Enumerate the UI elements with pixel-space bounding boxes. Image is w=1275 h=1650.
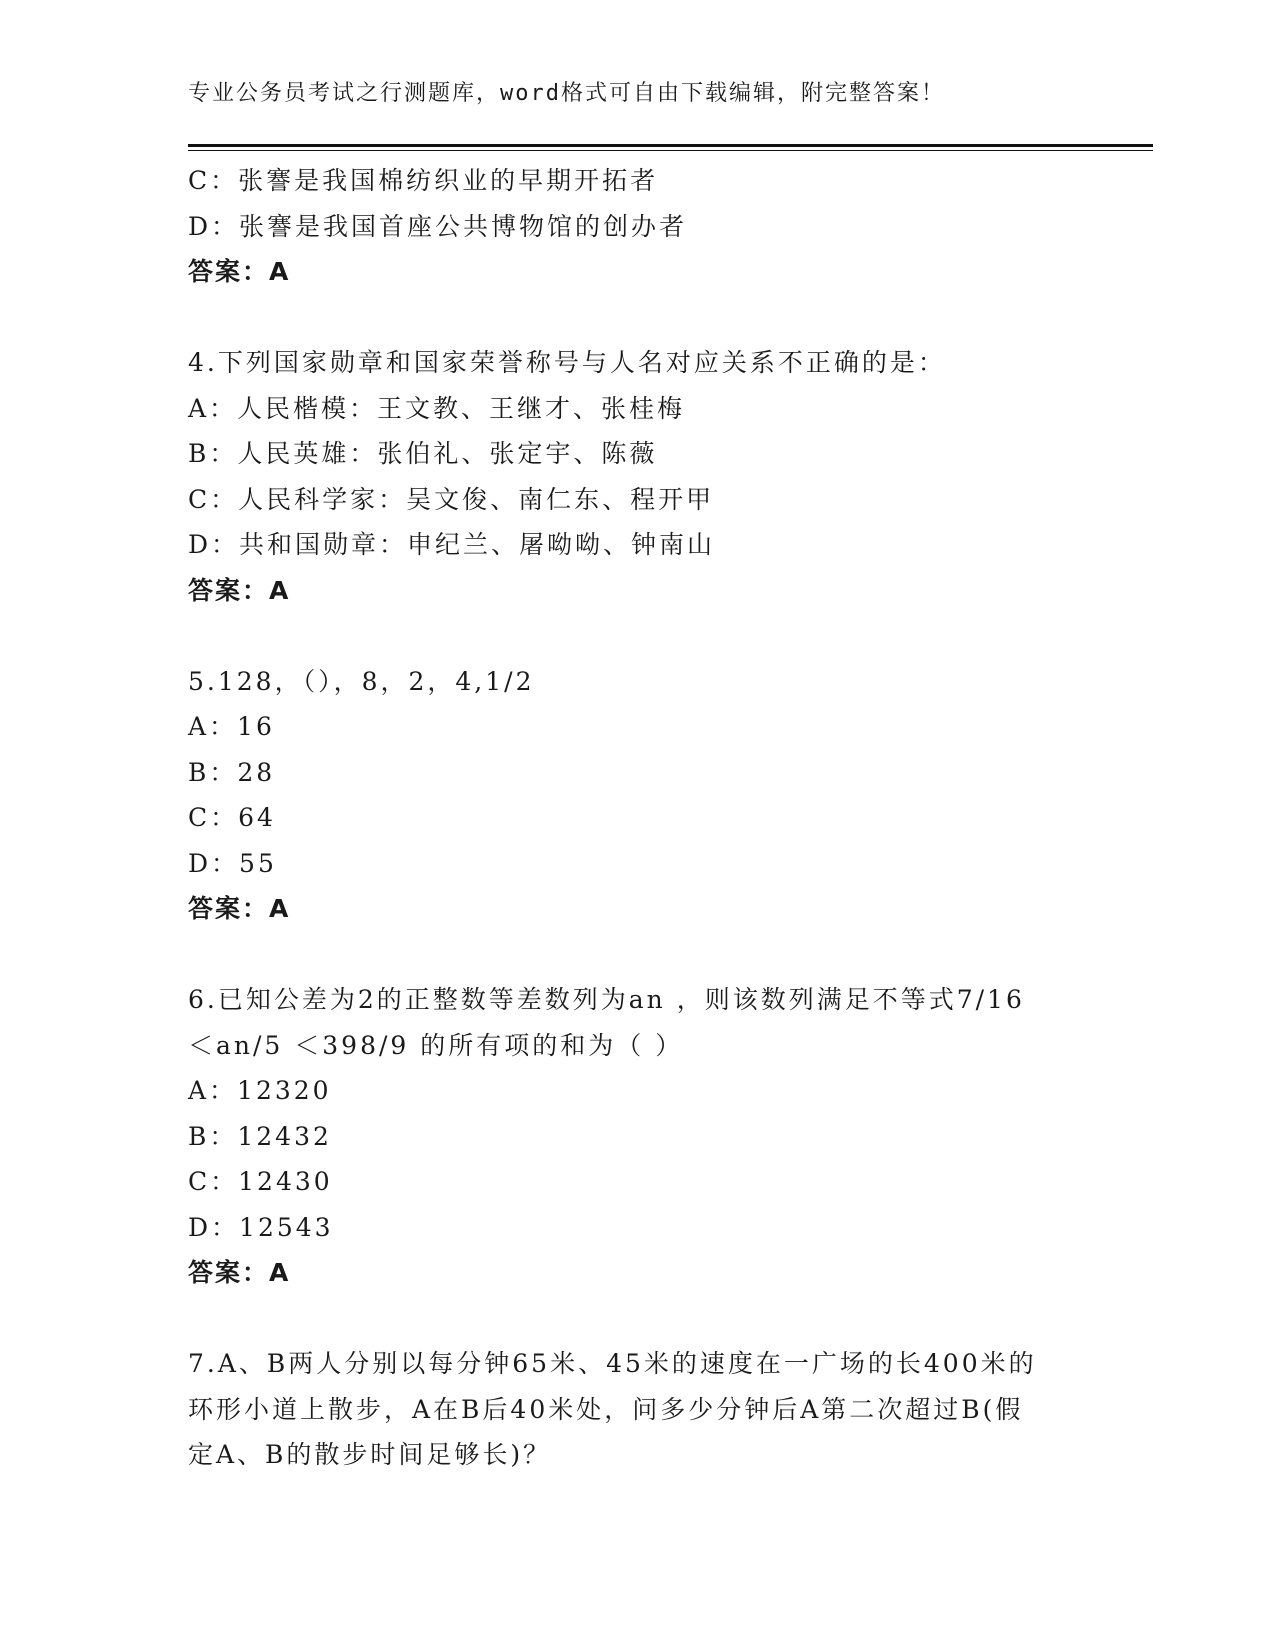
question-6 <box>188 977 1088 1296</box>
q5-option-d: D：55 <box>188 848 277 878</box>
q5-option-a: A：16 <box>188 712 275 741</box>
q5-option-c: C：64 <box>188 803 276 832</box>
page-header: 专业公务员考试之行测题库，word格式可自由下载编辑，附完整答案！ <box>188 81 945 106</box>
q4-option-d: D：共和国勋章：申纪兰、屠呦呦、钟南山 <box>188 530 716 559</box>
spacer <box>188 1296 1088 1342</box>
q3-option-c: C：张謇是我国棉纺织业的早期开拓者 <box>188 166 659 195</box>
header-rule-thick <box>188 144 1153 147</box>
q6-stem-line-1: 6.已知公差为2的正整数等差数列为an ，则该数列满足不等式7/16 <box>188 985 1025 1014</box>
spacer <box>188 613 1088 659</box>
q7-stem-line-1: 7.A、B两人分别以每分钟65米、45米的速度在一广场的长400米的 <box>188 1349 1037 1378</box>
question-3-tail <box>188 158 1088 295</box>
q6-option-a: A：12320 <box>188 1076 332 1105</box>
q5-stem: 5.128，（），8，2，4,1/2 <box>188 666 535 696</box>
question-4 <box>188 340 1088 613</box>
q4-stem: 4.下列国家勋章和国家荣誉称号与人名对应关系不正确的是： <box>188 348 946 377</box>
q3-option-d: D：张謇是我国首座公共博物馆的创办者 <box>188 211 688 241</box>
question-5 <box>188 659 1088 932</box>
q3-answer: 答案：A <box>188 257 291 286</box>
spacer <box>188 295 1088 341</box>
q4-option-a: A：人民楷模：王文教、王继才、张桂梅 <box>188 393 686 423</box>
header-rule-thin <box>188 150 1153 151</box>
question-7 <box>188 1341 1088 1478</box>
question-content <box>188 158 1088 1478</box>
q6-option-d: D：12543 <box>188 1212 334 1242</box>
q4-option-c: C：人民科学家：吴文俊、南仁东、程开甲 <box>188 484 715 514</box>
q6-option-b: B：12432 <box>188 1121 332 1151</box>
q6-option-c: C：12430 <box>188 1167 333 1196</box>
q4-option-b: B：人民英雄：张伯礼、张定宇、陈薇 <box>188 439 658 468</box>
q6-stem-line-2: ＜an/5 ＜398/9 的所有项的和为（ ） <box>188 1030 684 1060</box>
q5-answer: 答案：A <box>188 894 291 923</box>
q4-answer: 答案：A <box>188 575 291 605</box>
q6-answer: 答案：A <box>188 1258 291 1287</box>
q7-stem-line-3: 定A、B的散步时间足够长)？ <box>188 1440 552 1469</box>
q7-stem-line-2: 环形小道上散步，A在B后40米处，问多少分钟后A第二次超过B(假 <box>188 1394 1024 1424</box>
q5-option-b: B：28 <box>188 757 276 787</box>
spacer <box>188 932 1088 978</box>
